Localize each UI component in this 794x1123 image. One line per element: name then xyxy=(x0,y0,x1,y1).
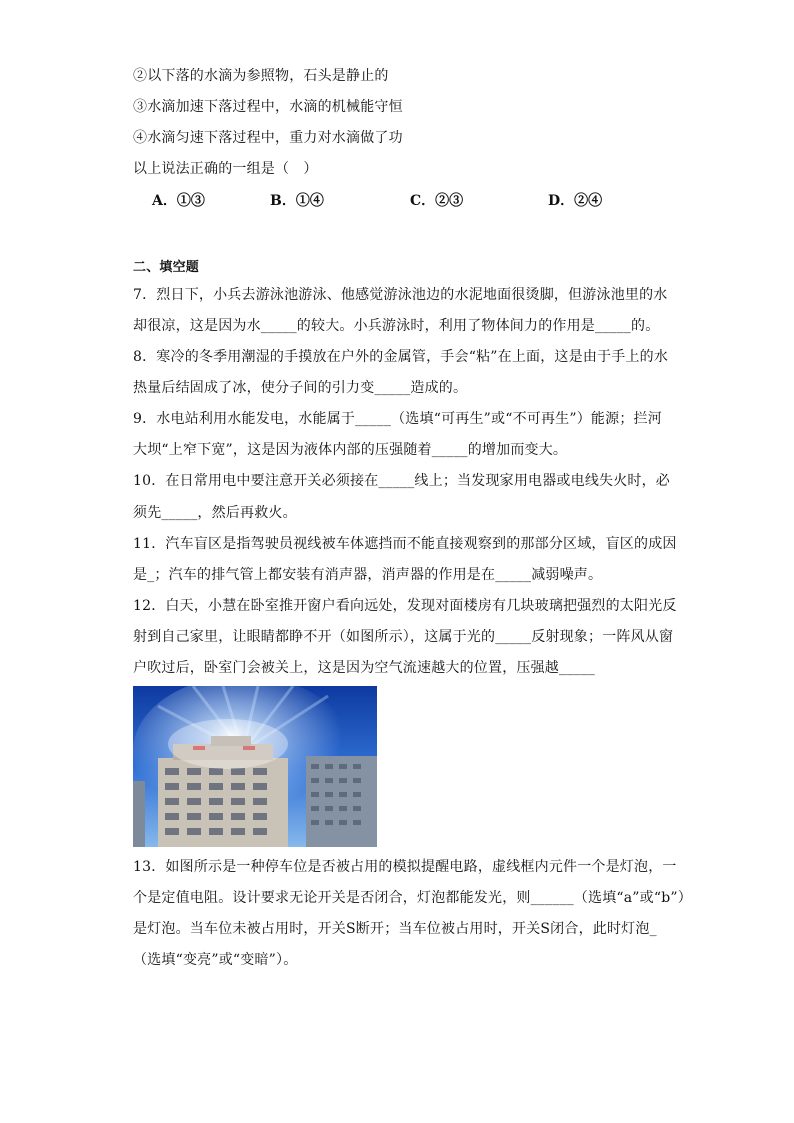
q8-line-2: 热量后结固成了冰，使分子间的引力变_____造成的。 xyxy=(133,380,468,396)
q7-line-2: 却很凉，这是因为水_____的较大。小兵游泳时，利用了物体间力的作用是_____的。 xyxy=(133,318,660,334)
q13-line-2: 个是定值电阻。设计要求无论开关是否闭合，灯泡都能发光，则______（选填“a”或“b”） xyxy=(133,890,692,906)
q12-line-2: 射到自己家里，让眼睛都睁不开（如图所示），这属于光的_____反射现象；一阵风从窗 xyxy=(133,629,674,645)
q9-line-2: 大坝“上窄下宽”，这是因为液体内部的压强随着_____的增加而变大。 xyxy=(133,442,568,458)
q11-line-1: 11．汽车盲区是指驾驶员视线被车体遮挡而不能直接观察到的那部分区域，盲区的成因 xyxy=(133,536,677,552)
option-a: A．①③ xyxy=(152,193,205,209)
q8-line-1: 8．寒冷的冬季用潮湿的手摸放在户外的金属管，手会“粘”在上面，这是由于手上的水 xyxy=(133,349,669,365)
option-c: C．②③ xyxy=(410,193,464,209)
option-b: B．①④ xyxy=(270,193,324,209)
q7-line-1: 7．烈日下，小兵去游泳池游泳、他感觉游泳池边的水泥地面很烫脚，但游泳池里的水 xyxy=(133,287,668,303)
option-d: D．②④ xyxy=(548,193,603,209)
section-title: 二、填空题 xyxy=(133,260,200,275)
q9-line-1: 9．水电站利用水能发电，水能属于_____（选填“可再生”或“不可再生”）能源；拦河 xyxy=(133,411,662,427)
building-sunlight-photo xyxy=(133,686,377,847)
q13-line-1: 13．如图所示是一种停车位是否被占用的模拟提醒电路，虚线框内元件一个是灯泡，一 xyxy=(133,859,677,875)
q11-line-2: 是_；汽车的排气管上都安装有消声器，消声器的作用是在_____减弱噪声。 xyxy=(133,567,603,583)
q10-line-2: 须先_____，然后再救火。 xyxy=(133,505,297,521)
q12-line-1: 12．白天，小慧在卧室推开窗户看向远处，发现对面楼房有几块玻璃把强烈的太阳光反 xyxy=(133,598,677,614)
statement-2: ②以下落的水滴为参照物，石头是静止的 xyxy=(133,68,389,84)
question-stem: 以上说法正确的一组是（ ） xyxy=(133,161,318,177)
statement-4: ④水滴匀速下落过程中，重力对水滴做了功 xyxy=(133,130,403,146)
q13-line-3: 是灯泡。当车位未被占用时，开关S断开；当车位被占用时，开关S闭合，此时灯泡_ xyxy=(133,921,657,937)
q12-line-3: 户吹过后，卧室门会被关上，这是因为空气流速越大的位置，压强越_____ xyxy=(133,660,595,676)
q13-line-4: （选填“变亮”或“变暗”）。 xyxy=(133,952,298,968)
statement-3: ③水滴加速下落过程中，水滴的机械能守恒 xyxy=(133,99,403,115)
q10-line-1: 10．在日常用电中要注意开关必须接在_____线上；当发现家用电器或电线失火时，必 xyxy=(133,473,671,489)
answer-options xyxy=(0,190,794,210)
